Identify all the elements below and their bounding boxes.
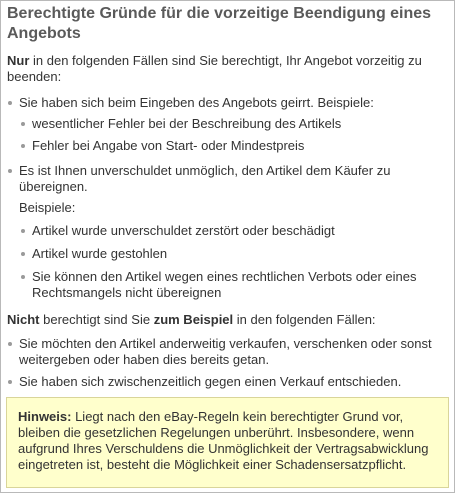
allowed-reason-2-examples — [19, 223, 449, 301]
not-allowed-text: Sie haben sich zwischenzeitlich gegen einen Verkauf entschieden. — [19, 374, 402, 389]
example-text: Sie können den Artikel wegen eines rechtlichen Verbots oder eines Rechtsmangels nicht übereignen — [32, 269, 417, 300]
not-allowed-list — [7, 336, 449, 390]
notice-box — [6, 397, 449, 488]
not-allowed-bold-1: Nicht — [7, 312, 40, 327]
list-item — [19, 269, 449, 301]
intro-text: in den folgenden Fällen sind Sie berechtigt, Ihr Angebot vorzeitig zu beenden: — [7, 53, 422, 84]
example-text: Artikel wurde gestohlen — [32, 246, 168, 261]
example-text: Fehler bei Angabe von Start- oder Mindestpreis — [32, 138, 305, 153]
allowed-reasons-list — [7, 95, 449, 301]
example-text: wesentlicher Fehler bei der Beschreibung des Artikels — [32, 116, 342, 131]
intro-paragraph — [7, 53, 449, 85]
allowed-reason-1: Sie haben sich beim Eingeben des Angebots geirrt. Beispiele: — [19, 95, 374, 110]
list-item — [7, 336, 449, 368]
list-item — [19, 223, 449, 239]
page-title: Berechtigte Gründe für die vorzeitige Beendigung eines Angebots — [7, 5, 432, 42]
list-item — [7, 163, 449, 301]
allowed-reason-1-examples — [19, 116, 449, 154]
not-allowed-intro — [7, 312, 449, 328]
help-content — [7, 4, 449, 390]
list-item — [19, 116, 449, 132]
list-item — [7, 95, 449, 154]
not-allowed-text: Sie möchten den Artikel anderweitig verkaufen, verschenken oder sonst weitergeben oder haben dies bereits getan. — [19, 336, 432, 367]
notice-label: Hinweis: — [18, 409, 72, 424]
examples-subhead: Beispiele: — [19, 200, 76, 215]
allowed-reason-2: Es ist Ihnen unverschuldet unmöglich, den Artikel dem Käufer zu übereignen. — [19, 163, 391, 194]
list-item — [19, 246, 449, 262]
notice-text: Liegt nach den eBay-Regeln kein berechtigter Grund vor, bleiben die gesetzlichen Regelungen unberührt. Insbesondere, wenn aufgrund Ihres Verschuldens die Unmöglichkeit der Vertragsabwicklung eingetreten ist, besteht die Möglichkeit einer Schadensersatzpflicht. — [18, 409, 429, 472]
not-allowed-bold-2: zum Beispiel — [153, 312, 234, 327]
example-text: Artikel wurde unverschuldet zerstört oder beschädigt — [32, 223, 335, 238]
not-allowed-intro-rest: in den folgenden Fällen: — [233, 312, 376, 327]
list-item — [7, 374, 449, 390]
list-item — [19, 138, 449, 154]
intro-bold: Nur — [7, 53, 30, 68]
not-allowed-intro-mid: berechtigt sind Sie — [39, 312, 154, 327]
